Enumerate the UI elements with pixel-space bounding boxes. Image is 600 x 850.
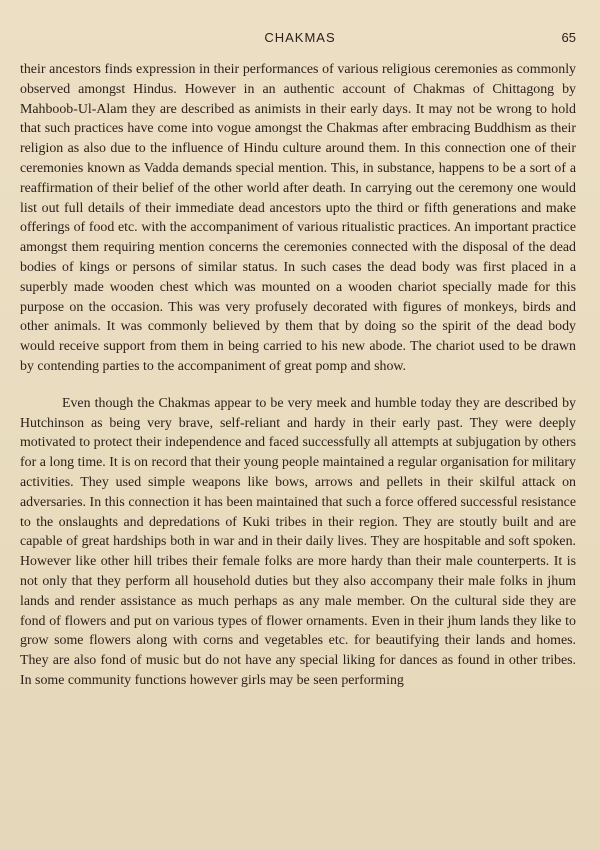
page-number: 65 xyxy=(561,30,576,45)
running-head-title: CHAKMAS xyxy=(264,30,336,45)
paragraph-2: Even though the Chakmas appear to be very meek and humble today they are described by Hutchinson as being very brave, self-reliant and hardy in their early past. They were deeply motivated to protect their independence and faced successfully all attempts at subjugation by others for a long time. It is on record that their young people maintained a regular organisation for military activities. They used simple weapons like bows, arrows and pellets in their skilful attack on adversaries. In this connection it has been maintained that such a force offered successful resistance to the onslaughts and depredations of Kuki tribes in their region. They are stoutly built and are capable of great hardships both in war and in their daily lives. They are hospitable and soft spoken. However like other hill tribes their female folks are more hardy than their male counterperts. It is not only that they perform all household duties but they also accompany their male folks in jhum lands and render assistance as much perhaps as any male member. On the cultural side they are fond of flowers and put on various types of flower ornaments. Even in their jhum lands they like to grow some flowers along with corns and vegetables etc. for beautifying their lands and homes. They are also fond of music but do not have any special liking for dances as found in other tribes. In some community functions however girls may be seen performing xyxy=(20,395,576,688)
paragraph-1: their ancestors finds expression in their performances of various religious ceremonies as commonly observed amongst Hindus. However in an authentic account of Chakmas of Chittagong by Mahboob-Ul-Alam they are described as animists in their early days. It may not be wrong to hold that such practices have come into vogue amongst the Chakmas after embracing Buddhism as their religion as also due to the influence of Hindu culture around them. In this connection one of their ceremonies known as Vadda demands special mention. This, in substance, happens to be a sort of a reaffirmation of their belief of the other world after death. In carrying out the ceremony one would list out full details of their immediate dead ancestors upto the third or fifth generations and make offerings of food etc. with the accompaniment of various ritualistic practices. An important practice amongst them requiring mention concerns the ceremonies connected with the disposal of the dead bodies of kings or persons of similar status. In such cases the dead body was first placed in a superbly made wooden chest which was mounted on a wooden chariot specially made for this purpose on the occasion. This was very profusely decorated with figures of monkeys, birds and other animals. It was commonly believed by them that by doing so the spirit of the dead body would receive support from them in being carried to his new abode. The chariot used to be drawn by contending parties to the accompaniment of great pomp and show. xyxy=(20,62,576,374)
page-header xyxy=(0,30,600,50)
body-text xyxy=(20,60,576,691)
